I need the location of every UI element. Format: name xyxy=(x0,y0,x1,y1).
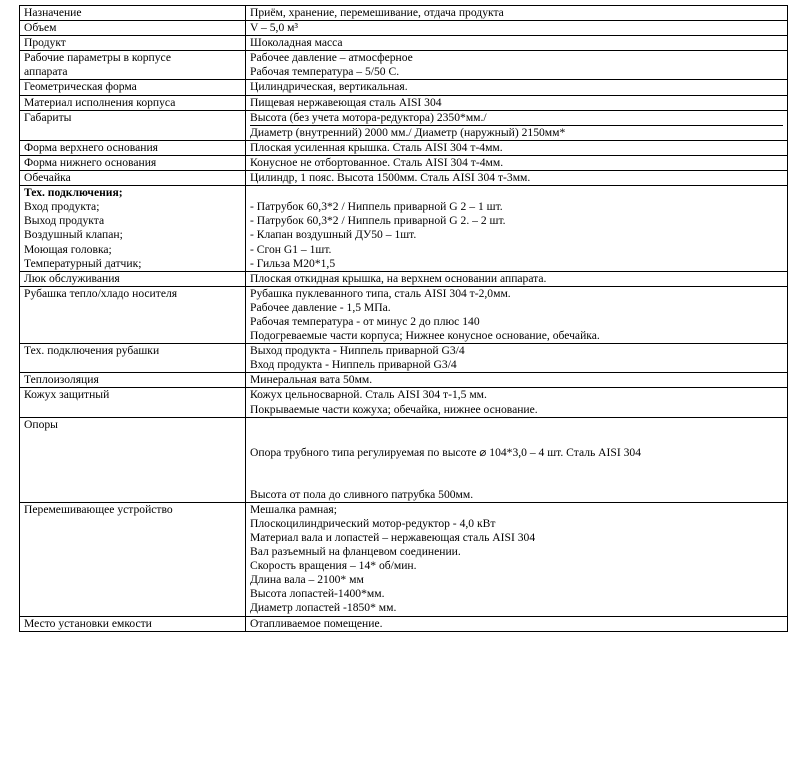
value-cell xyxy=(246,286,788,343)
label-cell xyxy=(20,36,246,51)
row-value: Рабочая температура - от минус 2 до плюс 140 xyxy=(250,314,480,328)
label-cell xyxy=(20,286,246,343)
value-cell xyxy=(246,110,788,140)
value-cell xyxy=(246,155,788,170)
label-cell xyxy=(20,186,246,272)
label-cell xyxy=(20,616,246,631)
label-cell xyxy=(20,95,246,110)
label-cell xyxy=(20,110,246,140)
label-cell xyxy=(20,21,246,36)
value-cell xyxy=(246,271,788,286)
row-label: Форма нижнего основания xyxy=(24,155,157,169)
label-cell xyxy=(20,417,246,502)
table-row xyxy=(20,171,788,186)
table-row xyxy=(20,388,788,417)
label-cell xyxy=(20,388,246,417)
label-cell xyxy=(20,171,246,186)
row-value: Опора трубного типа регулируемая по высоте ⌀ 104*3,0 – 4 шт. Сталь AISI 304 xyxy=(250,445,642,459)
table-row xyxy=(20,286,788,343)
row-value: Высота лопастей-1400*мм. xyxy=(250,587,385,601)
value-cell xyxy=(246,417,788,502)
label-cell xyxy=(20,6,246,21)
value-cell xyxy=(246,171,788,186)
row-value: Диаметр лопастей -1850* мм. xyxy=(250,601,397,615)
row-value: Цилиндр, 1 пояс. Высота 1500мм. Сталь AISI 304 т-3мм. xyxy=(250,171,531,185)
row-value: Плоскоцилиндрический мотор-редуктор - 4,0 кВт xyxy=(250,516,496,530)
row-value: Высота (без учета мотора-редуктора) 2350*мм./ xyxy=(250,111,783,126)
row-value: Вход продукта - Ниппель приварной G3/4 xyxy=(250,358,457,372)
table-row xyxy=(20,616,788,631)
row-value: Вал разъемный на фланцевом соединении. xyxy=(250,545,461,559)
row-label: Температурный датчик; xyxy=(24,256,142,270)
row-value: Выход продукта - Ниппель приварной G3/4 xyxy=(250,344,465,358)
label-cell xyxy=(20,80,246,95)
row-value: Рабочая температура – 5/50 С. xyxy=(250,65,400,79)
row-value: Рубашка пуклеванного типа, сталь AISI 304 т-2,0мм. xyxy=(250,286,511,300)
row-value: Высота от пола до сливного патрубка 500мм. xyxy=(250,487,474,501)
label-cell xyxy=(20,373,246,388)
value-cell xyxy=(246,80,788,95)
label-cell xyxy=(20,51,246,80)
row-value: V – 5,0 м³ xyxy=(250,21,298,35)
row-label: Люк обслуживания xyxy=(24,271,120,285)
row-label: Моющая головка; xyxy=(24,242,112,256)
value-cell xyxy=(246,6,788,21)
row-label: Воздушный клапан; xyxy=(24,228,123,242)
row-value: Рабочее давление - 1,5 МПа. xyxy=(250,300,391,314)
value-cell xyxy=(246,344,788,373)
row-value: Шоколадная масса xyxy=(250,36,343,50)
table-row xyxy=(20,110,788,140)
table-row xyxy=(20,80,788,95)
row-label: Материал исполнения корпуса xyxy=(24,95,176,109)
label-cell xyxy=(20,271,246,286)
row-value: Материал вала и лопастей – нержавеющая сталь AISI 304 xyxy=(250,531,536,544)
row-label: Кожух защитный xyxy=(24,388,110,402)
value-cell xyxy=(246,502,788,616)
value-cell xyxy=(246,21,788,36)
value-cell xyxy=(246,616,788,631)
table-row xyxy=(20,417,788,502)
table-row xyxy=(20,36,788,51)
table-row xyxy=(20,21,788,36)
value-cell xyxy=(246,36,788,51)
row-value: - Патрубок 60,3*2 / Ниппель приварной G 2. – 2 шт. xyxy=(250,214,506,228)
row-label: Назначение xyxy=(24,6,82,19)
row-value: - Патрубок 60,3*2 / Ниппель приварной G 2 – 1 шт. xyxy=(250,200,503,214)
row-value: Минеральная вата 50мм. xyxy=(250,373,373,387)
row-label: Рабочие параметры в корпусе xyxy=(24,51,171,65)
row-label: Выход продукта xyxy=(24,214,105,228)
table-row xyxy=(20,155,788,170)
row-value: Подогреваемые части корпуса; Нижнее конусное основание, обечайка. xyxy=(250,329,600,343)
row-label: Форма верхнего основания xyxy=(24,140,158,154)
row-value: Плоская откидная крышка, на верхнем основании аппарата. xyxy=(250,271,547,285)
label-cell xyxy=(20,140,246,155)
value-cell xyxy=(246,388,788,417)
spec-table xyxy=(19,5,788,632)
table-row xyxy=(20,502,788,616)
table-row xyxy=(20,344,788,373)
value-cell xyxy=(246,140,788,155)
value-cell xyxy=(246,51,788,80)
row-value: Мешалка рамная; xyxy=(250,502,337,516)
value-cell xyxy=(246,373,788,388)
row-label: Опоры xyxy=(24,417,58,431)
row-value: Приём, хранение, перемешивание, отдача продукта xyxy=(250,6,504,19)
value-cell xyxy=(246,186,788,272)
row-label: Тех. подключения рубашки xyxy=(24,344,160,358)
row-value: Покрываемые части кожуха; обечайка, нижнее основание. xyxy=(250,402,538,416)
label-cell xyxy=(20,502,246,616)
row-value: Цилиндрическая, вертикальная. xyxy=(250,80,408,94)
row-label: Перемешивающее устройство xyxy=(24,502,173,516)
row-label: Продукт xyxy=(24,36,66,50)
table-row xyxy=(20,140,788,155)
value-cell xyxy=(246,95,788,110)
table-row xyxy=(20,6,788,21)
label-cell xyxy=(20,344,246,373)
row-label: Обечайка xyxy=(24,171,71,185)
row-value: - Клапан воздушный ДУ50 – 1шт. xyxy=(250,228,417,242)
row-label: Теплоизоляция xyxy=(24,373,99,387)
label-cell xyxy=(20,155,246,170)
table-row xyxy=(20,95,788,110)
table-row xyxy=(20,51,788,80)
row-label: Объем xyxy=(24,21,57,35)
table-row xyxy=(20,186,788,272)
row-label-title: Тех. подключения; xyxy=(24,186,123,200)
row-value: Конусное не отбортованное. Сталь AISI 304 т-4мм. xyxy=(250,155,504,169)
row-value: Диаметр (внутренний) 2000 мм./ Диаметр (наружный) 2150мм* xyxy=(250,125,566,139)
row-value: Рабочее давление – атмосферное xyxy=(250,51,413,65)
row-label: аппарата xyxy=(24,65,68,79)
row-label: Габариты xyxy=(24,110,72,124)
row-label: Вход продукта; xyxy=(24,200,100,214)
row-value: - Гильза М20*1,5 xyxy=(250,256,336,270)
row-label: Геометрическая форма xyxy=(24,80,137,94)
row-label: Место установки емкости xyxy=(24,616,152,630)
row-value: Отапливаемое помещение. xyxy=(250,616,383,630)
table-row xyxy=(20,373,788,388)
table-row xyxy=(20,271,788,286)
row-value: Кожух цельносварной. Сталь AISI 304 т-1,5 мм. xyxy=(250,388,487,402)
row-value: - Сгон G1 – 1шт. xyxy=(250,242,332,256)
row-value: Скорость вращения – 14* об/мин. xyxy=(250,559,417,573)
row-value: Длина вала – 2100* мм xyxy=(250,573,364,587)
row-value: Плоская усиленная крышка. Сталь AISI 304 т-4мм. xyxy=(250,140,503,154)
row-label: Рубашка тепло/хладо носителя xyxy=(24,286,178,300)
row-value: Пищевая нержавеющая сталь AISI 304 xyxy=(250,95,442,109)
